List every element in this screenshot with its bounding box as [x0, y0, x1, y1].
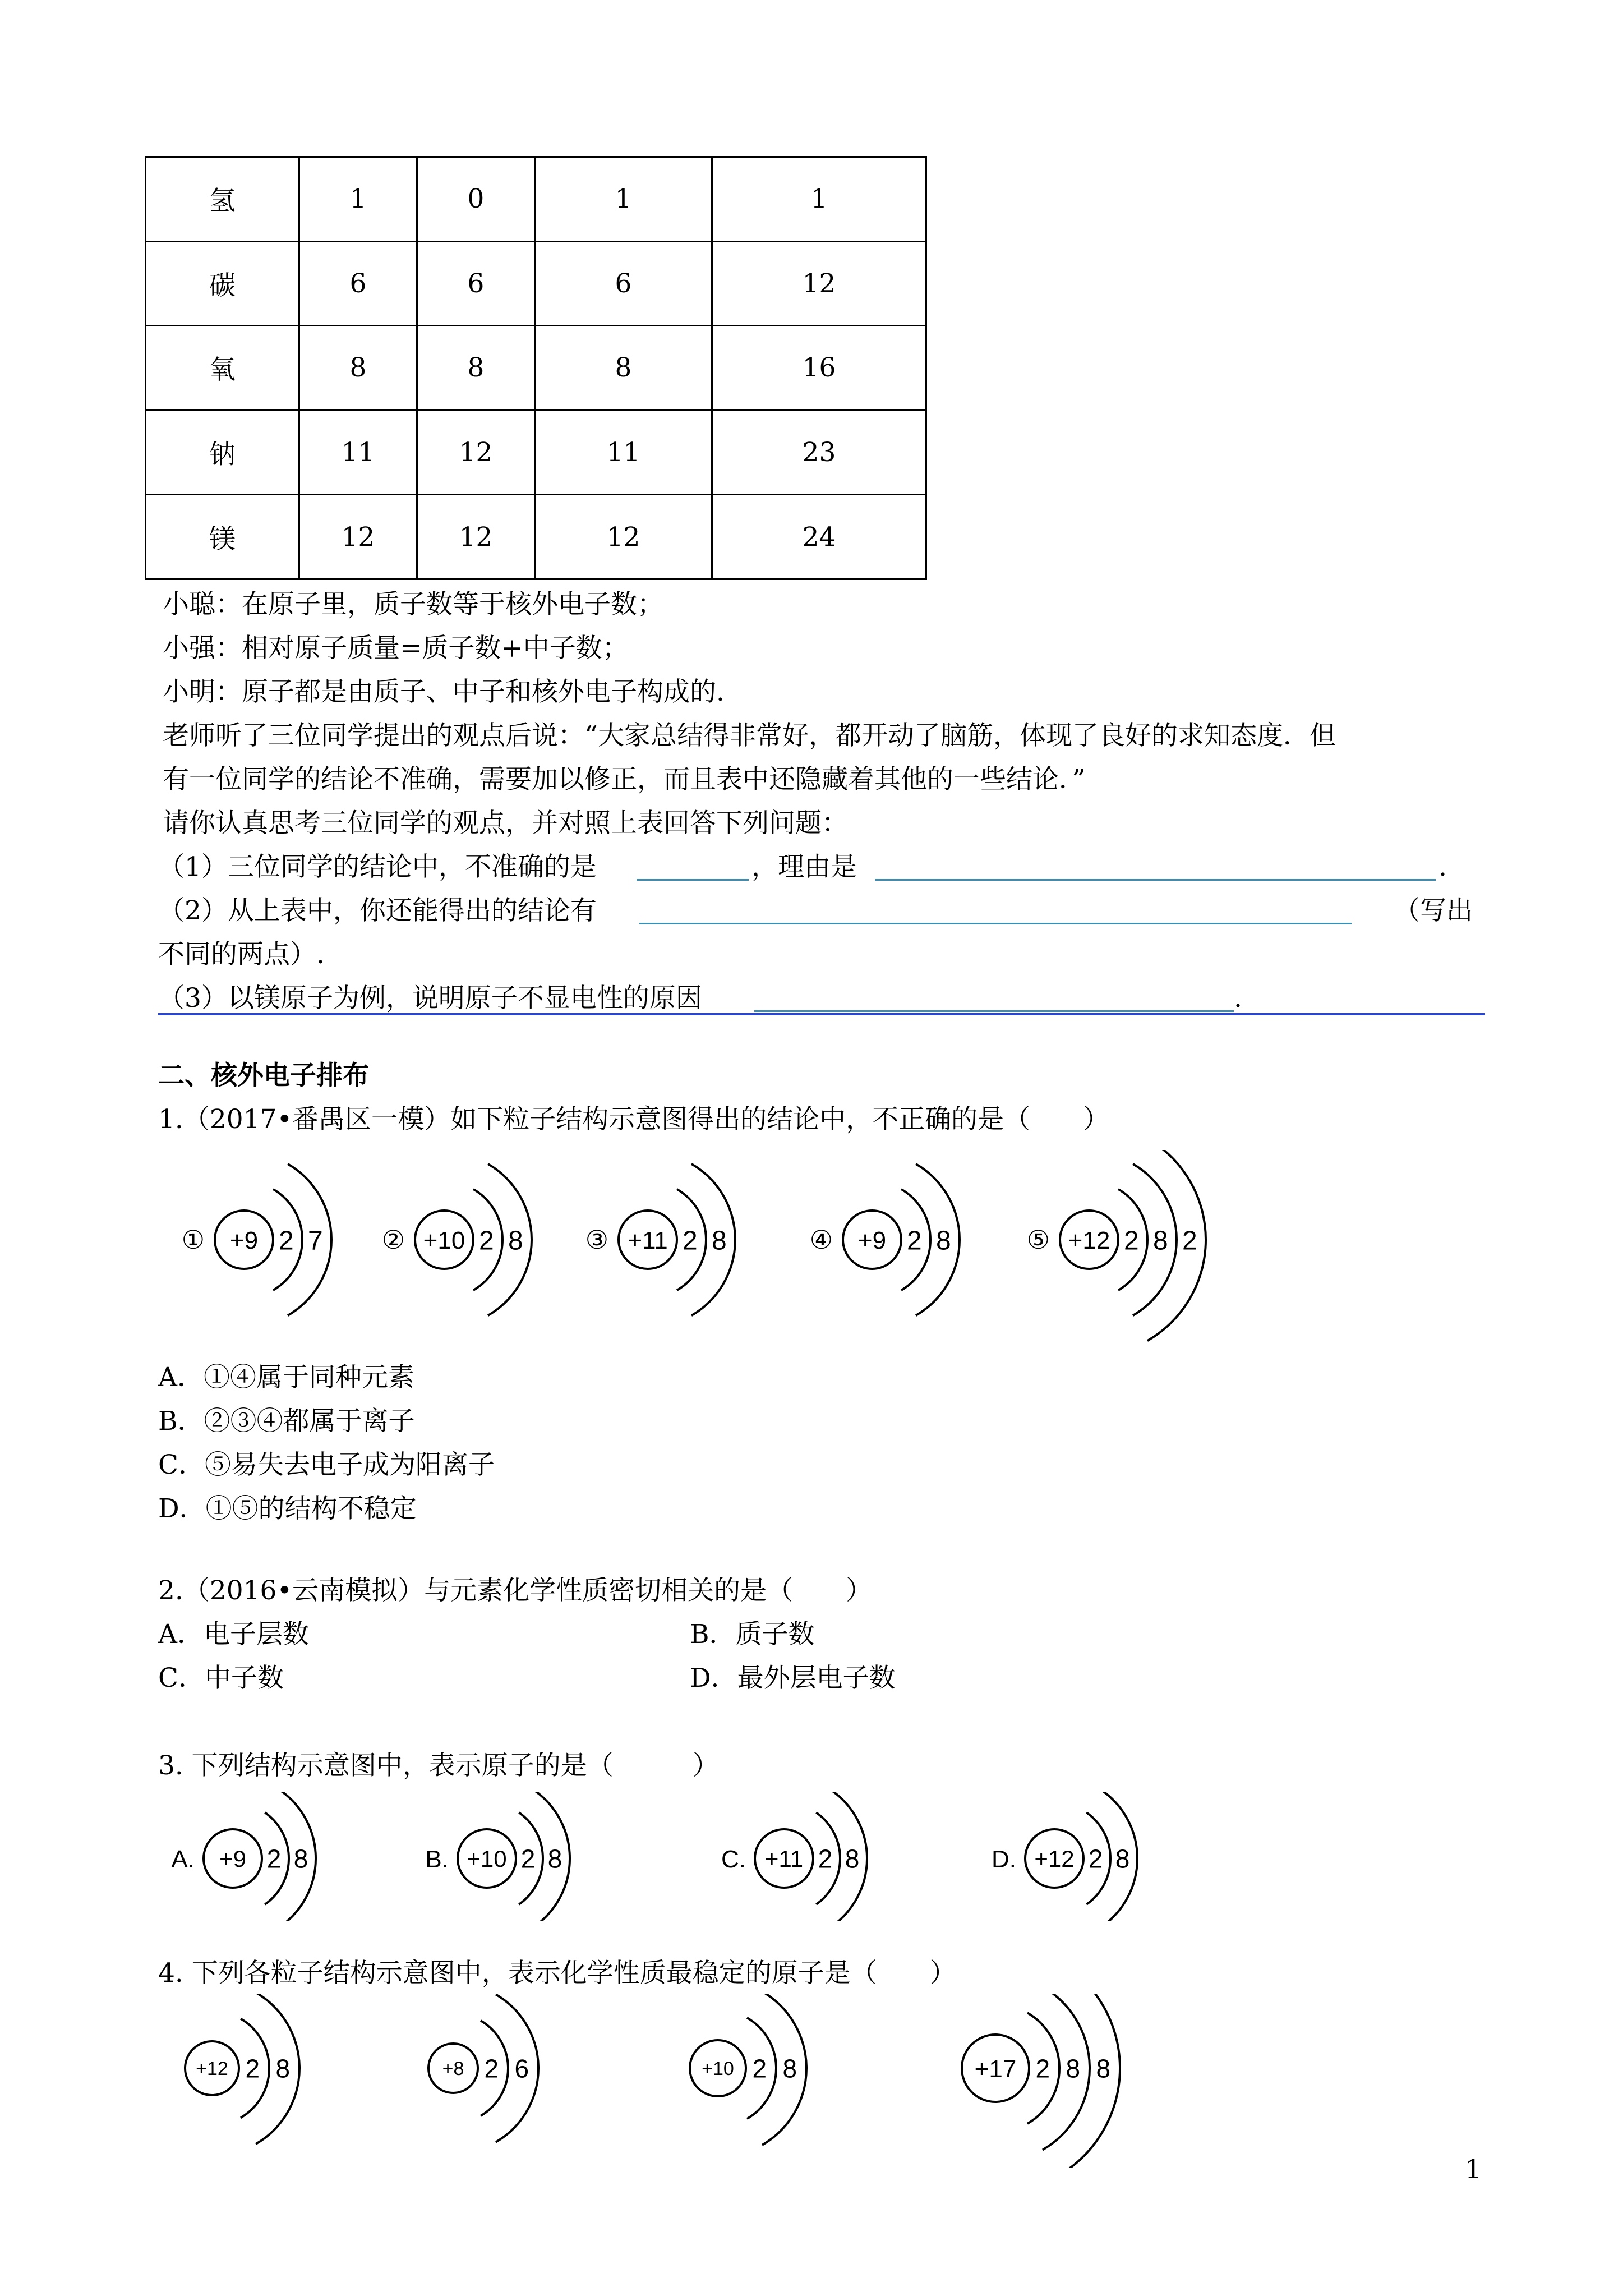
shell-electron-count: 8	[547, 1844, 562, 1874]
nucleus-charge: +10	[467, 1846, 507, 1872]
option-b: B．②③④都属于离子	[158, 1406, 415, 1437]
shell-electron-count: 2	[1088, 1844, 1103, 1874]
question-1-prefix: （1）三位同学的结论中，不准确的是	[158, 852, 597, 882]
statement-xiaocong: 小聪：在原子里，质子数等于核外电子数；	[163, 589, 663, 620]
table-cell: 8	[535, 326, 712, 411]
table-cell: 12	[712, 241, 926, 326]
table-cell: 6	[417, 241, 535, 326]
shell-electron-count: 2	[266, 1844, 282, 1874]
nucleus-charge: +10	[702, 2058, 734, 2080]
table-row	[146, 326, 926, 411]
question-1-reason: ，理由是	[751, 852, 857, 882]
teacher-remark-line1: 老师听了三位同学提出的观点后说：“大家总结得非常好，都开动了脑筋，体现了良好的求知态度．但	[163, 720, 1336, 751]
shell-electron-count: 2	[752, 2054, 767, 2083]
table-cell: 1	[712, 157, 926, 242]
shell-electron-count: 2	[683, 1226, 698, 1256]
problem-4-diagrams	[0, 1994, 1623, 2168]
atom-diagram	[690, 1994, 806, 2145]
shell-electron-count: 8	[936, 1226, 951, 1256]
atom-diagram	[721, 1792, 867, 1921]
atom-diagram	[810, 1164, 960, 1315]
table-cell: 12	[417, 495, 535, 579]
table-cell: 1	[535, 157, 712, 242]
atom-diagram	[185, 1994, 299, 2144]
problem-4-question: 4. 下列各粒子结构示意图中，表示化学性质最稳定的原子是（ ）	[158, 1958, 956, 1989]
shell-electron-count: 2	[818, 1844, 833, 1874]
instruction: 请你认真思考三位同学的观点，并对照上表回答下列问题：	[163, 808, 848, 839]
option-d: D．①⑤的结构不稳定	[158, 1493, 417, 1524]
shell-electron-count: 2	[279, 1226, 294, 1256]
atom-diagram	[585, 1164, 735, 1315]
shell-electron-count: 2	[1182, 1226, 1197, 1256]
atom-diagram	[1027, 1150, 1206, 1341]
table-row	[146, 157, 926, 242]
answer-blank-reason[interactable]	[875, 879, 1436, 881]
diagram-label: ②	[381, 1225, 405, 1254]
problem-2-question: 2.（2016•云南模拟）与元素化学性质密切相关的是（ ）	[158, 1575, 873, 1606]
table-cell: 11	[299, 410, 417, 495]
diagram-label: ③	[585, 1225, 608, 1254]
question-2-hint: （写出	[1394, 895, 1473, 926]
shell-electron-count: 6	[514, 2054, 529, 2083]
table-row	[146, 241, 926, 326]
problem-1-diagrams	[0, 1150, 1623, 1374]
nucleus-charge: +17	[974, 2055, 1017, 2083]
teacher-remark-line2: 有一位同学的结论不准确，需要加以修正，而且表中还隐藏着其他的一些结论．”	[163, 764, 1086, 795]
atom-diagram	[182, 1164, 331, 1315]
page-number: 1	[1465, 2154, 1482, 2185]
element-name-cell: 氧	[146, 326, 299, 411]
problem-1-question: 1.（2017•番禺区一模）如下粒子结构示意图得出的结论中，不正确的是（ ）	[158, 1104, 1110, 1135]
shell-electron-count: 2	[1124, 1226, 1139, 1256]
question-2-hint-cont: 不同的两点）.	[158, 939, 325, 970]
problem-3-question: 3. 下列结构示意图中，表示原子的是（ ）	[158, 1750, 719, 1781]
answer-blank-1[interactable]	[637, 879, 749, 881]
statement-xiaoming: 小明：原子都是由质子、中子和核外电子构成的.	[163, 677, 725, 707]
shell-electron-count: 2	[1035, 2054, 1050, 2083]
question-3-prefix: （3）以镁原子为例，说明原子不显电性的原因	[158, 983, 702, 1014]
table-cell: 16	[712, 326, 926, 411]
option-c: C．⑤易失去电子成为阳离子	[158, 1450, 495, 1480]
diagram-label: A.	[171, 1846, 195, 1873]
section-title: 二、核外电子排布	[158, 1060, 369, 1091]
nucleus-charge: +12	[1034, 1846, 1075, 1872]
table-cell: 0	[417, 157, 535, 242]
table-cell: 1	[299, 157, 417, 242]
p2-option-b: B．质子数	[690, 1619, 815, 1650]
section-divider	[158, 1013, 1485, 1015]
p2-option-a: A．电子层数	[158, 1619, 309, 1650]
answer-blank-2[interactable]	[639, 923, 1352, 924]
table-cell: 8	[417, 326, 535, 411]
shell-electron-count: 2	[520, 1844, 536, 1874]
table-cell: 11	[535, 410, 712, 495]
table-cell: 8	[299, 326, 417, 411]
table-cell: 6	[299, 241, 417, 326]
nucleus-charge: +12	[196, 2058, 228, 2080]
shell-electron-count: 2	[245, 2054, 260, 2083]
atom-diagram	[962, 1994, 1120, 2168]
table-cell: 24	[712, 495, 926, 579]
atom-diagram	[428, 1994, 538, 2142]
atom-diagram	[382, 1164, 532, 1315]
atom-diagram	[992, 1792, 1137, 1921]
nucleus-charge: +9	[229, 1226, 259, 1254]
table-cell: 6	[535, 241, 712, 326]
table-cell: 12	[299, 495, 417, 579]
diagram-label: ④	[809, 1225, 833, 1254]
nucleus-charge: +10	[423, 1226, 465, 1254]
diagram-label: ⑤	[1026, 1225, 1050, 1254]
problem-3-diagrams	[0, 1792, 1623, 1921]
shell-electron-count: 8	[1066, 2054, 1081, 2083]
shell-electron-count: 7	[308, 1226, 323, 1256]
atom-diagram	[425, 1792, 570, 1921]
diagram-label: D.	[992, 1846, 1016, 1873]
nucleus-charge: +12	[1068, 1226, 1110, 1254]
table-cell: 12	[535, 495, 712, 579]
element-name-cell: 碳	[146, 241, 299, 326]
nucleus-charge: +11	[764, 1846, 804, 1872]
diagram-label: B.	[425, 1846, 449, 1873]
shell-electron-count: 8	[782, 2054, 797, 2083]
atom-data-table	[145, 156, 927, 580]
statement-xiaoqiang: 小强：相对原子质量=质子数+中子数；	[163, 633, 629, 664]
atom-diagram	[171, 1792, 316, 1921]
shell-electron-count: 8	[845, 1844, 860, 1874]
diagram-label: ①	[181, 1225, 205, 1254]
shell-electron-count: 8	[1115, 1844, 1130, 1874]
nucleus-charge: +11	[628, 1226, 668, 1254]
answer-blank-3[interactable]	[754, 1010, 1234, 1012]
shell-electron-count: 8	[1096, 2054, 1111, 2083]
shell-electron-count: 2	[907, 1226, 922, 1256]
shell-electron-count: 8	[508, 1226, 523, 1256]
shell-electron-count: 2	[479, 1226, 494, 1256]
shell-electron-count: 8	[293, 1844, 308, 1874]
table-row	[146, 410, 926, 495]
question-3-end: .	[1234, 983, 1242, 1014]
table-row	[146, 495, 926, 579]
shell-electron-count: 8	[275, 2054, 291, 2083]
p2-option-c: C．中子数	[158, 1663, 284, 1694]
shell-electron-count: 8	[1153, 1226, 1168, 1256]
element-name-cell: 镁	[146, 495, 299, 579]
p2-option-d: D．最外层电子数	[690, 1663, 896, 1694]
shell-electron-count: 2	[484, 2054, 499, 2083]
element-name-cell: 钠	[146, 410, 299, 495]
shell-electron-count: 8	[712, 1226, 727, 1256]
nucleus-charge: +9	[219, 1846, 246, 1872]
nucleus-charge: +9	[857, 1226, 887, 1254]
table-cell: 12	[417, 410, 535, 495]
option-a: A．①④属于同种元素	[158, 1362, 414, 1393]
table-cell: 23	[712, 410, 926, 495]
question-1-end: .	[1438, 852, 1447, 882]
diagram-label: C.	[721, 1846, 746, 1873]
nucleus-charge: +8	[442, 2058, 464, 2080]
question-2-prefix: （2）从上表中，你还能得出的结论有	[158, 895, 597, 926]
element-name-cell: 氢	[146, 157, 299, 242]
